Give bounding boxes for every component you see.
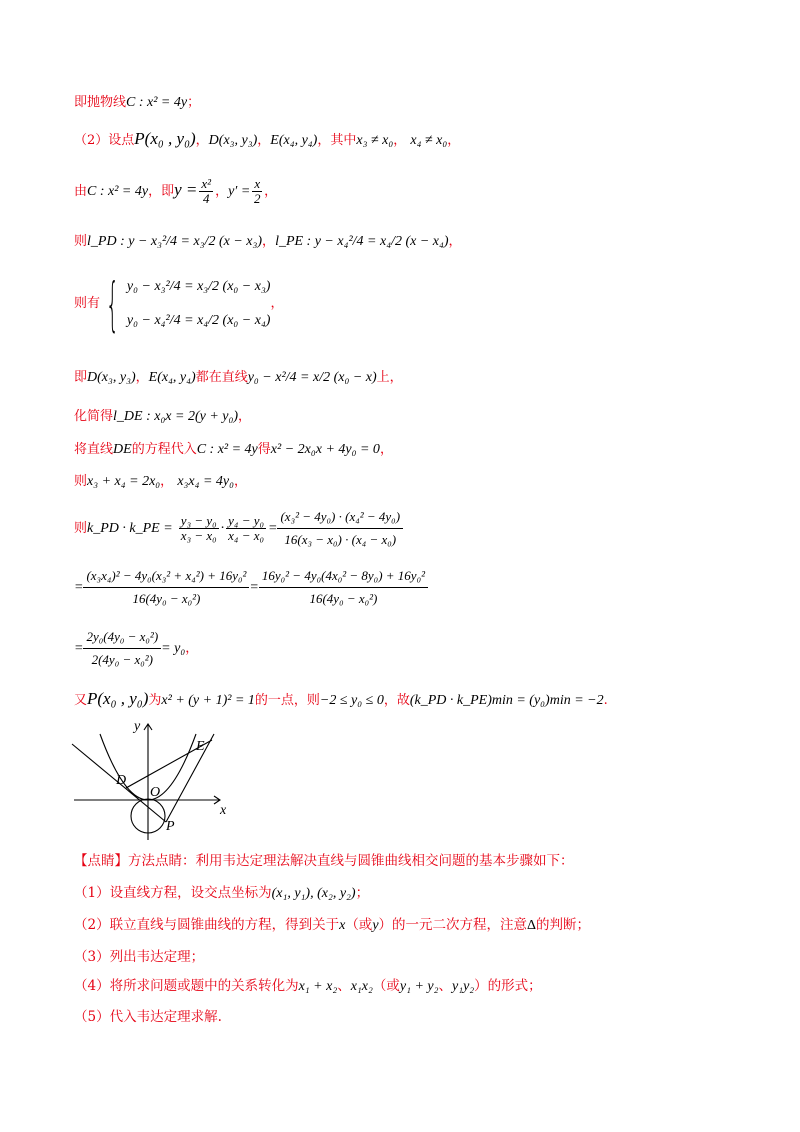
text: 的方程代入	[131, 442, 197, 457]
text: （或	[372, 978, 400, 994]
text: ）的一元二次方程，注意	[378, 917, 528, 933]
text: ，其中	[317, 133, 357, 148]
solution-line-1	[74, 94, 200, 112]
text: ，	[195, 133, 209, 148]
numerator: 16y₀² − 4y₀(4x₀² − 8y₀) + 16y₀²	[259, 565, 428, 588]
equation: D(x₃, y₃)	[87, 370, 136, 385]
solution-line-12	[74, 624, 198, 674]
text: 由	[74, 184, 88, 199]
fraction	[179, 514, 219, 543]
text: （或	[345, 917, 373, 933]
text: 的判断；	[536, 917, 591, 933]
solution-line-4	[74, 224, 462, 260]
equation: x	[339, 918, 346, 933]
fraction	[259, 565, 428, 610]
denominator: x₃ − x₀	[180, 528, 217, 543]
label-o: O	[150, 785, 161, 800]
label-d: D	[116, 773, 127, 788]
text: 又	[74, 693, 88, 708]
equation: E(x₄, y₄)	[148, 370, 196, 385]
fraction	[226, 514, 266, 543]
solution-line-8	[74, 441, 393, 459]
numerator: y₄ − y₀	[228, 513, 265, 528]
equation: y₀ − x²/4 = x/2 (x₀ − x)	[247, 370, 377, 385]
numerator: x²	[201, 176, 212, 191]
equation: P(x₀ , y₀)	[134, 129, 196, 148]
solution-line-6	[74, 360, 403, 396]
text: 则	[74, 474, 88, 489]
text: 、	[438, 978, 452, 994]
text: 即抛物线	[74, 95, 127, 110]
equation: C : x² = 4y	[126, 95, 188, 110]
denominator: 16(x₃ − x₀) · (x₄ − x₀)	[284, 532, 397, 547]
text: （4）将所求问题或题中的关系转化为	[74, 978, 299, 994]
text: ，	[447, 133, 461, 148]
text: 得	[257, 442, 271, 457]
text: （2）联立直线与圆锥曲线的方程，得到关于	[74, 917, 340, 933]
brace-icon: {	[106, 269, 119, 338]
numerator: (x₃² − 4y₀) · (x₄² − 4y₀)	[277, 506, 403, 529]
equation: DE	[113, 442, 132, 457]
equation: k_PD · k_PE =	[87, 521, 173, 536]
note-step-3	[74, 948, 204, 966]
equation: y₁ + y₂	[399, 979, 439, 994]
text: 则	[74, 521, 88, 536]
text: （2）设点	[74, 133, 135, 148]
equation: y₁y₂	[451, 979, 475, 994]
denominator: 2(4y₀ − x₀²)	[91, 652, 154, 667]
operator: ·	[220, 521, 225, 536]
text: ，	[185, 641, 199, 656]
solution-line-10	[74, 505, 403, 553]
label-e: E	[196, 739, 205, 754]
text: ，	[379, 442, 393, 457]
numerator: y₃ − y₀	[180, 513, 217, 528]
text: ，	[215, 184, 229, 199]
text: 为	[148, 693, 162, 708]
text: 则	[74, 234, 88, 249]
note-bracket: 【点睛】	[74, 853, 128, 869]
fraction	[277, 506, 403, 551]
text: 则有	[74, 296, 101, 311]
label-p: P	[166, 819, 175, 834]
equation: l_DE : x₀x = 2(y + y₀)	[113, 409, 239, 424]
solution-line-11	[74, 563, 428, 613]
equation: D(x₃, y₃)	[208, 133, 258, 148]
text: 都在直线	[195, 370, 248, 385]
text: （3）列出韦达定理；	[74, 949, 205, 965]
text: ，	[262, 234, 276, 249]
denominator: 16(4y₀ − x₀²)	[309, 591, 378, 606]
equation: l_PE : y − x₄²/4 = x₄/2 (x − x₄)	[275, 234, 449, 249]
equation: x₄ ≠ x₀	[410, 133, 448, 148]
text: ，	[257, 133, 271, 148]
text: 即	[74, 370, 88, 385]
operator: =	[74, 641, 84, 656]
operator: =	[74, 580, 84, 595]
note-title	[74, 852, 574, 870]
text: 上，	[376, 370, 403, 385]
text: ，故	[383, 693, 410, 708]
equation-system	[127, 270, 271, 338]
label-x: x	[220, 803, 227, 818]
text: ，	[264, 184, 278, 199]
text: ，	[448, 234, 462, 249]
equation: l_PD : y − x₃²/4 = x₃/2 (x − x₃)	[87, 234, 263, 249]
solution-line-5	[74, 268, 284, 340]
text: ）的形式；	[474, 978, 542, 994]
text: 、	[337, 978, 351, 994]
equation-row: y₀ − x₄²/4 = x₄/2 (x₀ − x₄)	[126, 312, 271, 328]
fraction	[83, 626, 161, 671]
text: ，	[135, 370, 149, 385]
denominator: 16(4y₀ − x₀²)	[132, 591, 201, 606]
note-title-text: 方法点睛：利用韦达定理法解决直线与圆锥曲线相交问题的基本步骤如下：	[128, 853, 574, 869]
text: （5）代入韦达定理求解.	[74, 1009, 222, 1025]
tangent-line-pe	[166, 734, 214, 822]
note-step-2	[74, 916, 590, 935]
equation: −2 ≤ y₀ ≤ 0	[319, 693, 384, 708]
numerator: (x₃x₄)² − 4y₀(x₃² + x₄²) + 16y₀²	[83, 565, 249, 588]
text: ；	[355, 885, 370, 901]
solution-line-7	[74, 408, 251, 426]
text: ；	[187, 95, 201, 110]
note-step-4	[74, 977, 542, 996]
text: ，即	[148, 184, 175, 199]
equation: x² + (y + 1)² = 1	[161, 693, 255, 708]
denominator: 4	[202, 191, 210, 206]
equation: = y₀	[161, 641, 186, 656]
text: （1）设直线方程，设交点坐标为	[74, 885, 272, 901]
note-step-1	[74, 884, 369, 903]
text: 将直线	[74, 442, 114, 457]
equation: y′ =	[228, 184, 251, 199]
text: ，	[393, 133, 407, 148]
equation: x² − 2x₀x + 4y₀ = 0	[270, 442, 380, 457]
operator: =	[249, 580, 259, 595]
text: 化简得	[74, 409, 114, 424]
equation: x₁x₂	[350, 979, 373, 994]
fraction	[252, 177, 262, 206]
text: ，	[234, 474, 248, 489]
solution-line-9	[74, 473, 247, 491]
equation: y	[372, 918, 379, 933]
text: ，	[238, 409, 252, 424]
solution-line-3	[74, 172, 277, 208]
note-step-5	[74, 1008, 222, 1026]
label-y: y	[134, 719, 141, 734]
text: 的一点，则	[254, 693, 320, 708]
text: ，	[160, 474, 174, 489]
equation: E(x₄, y₄)	[270, 133, 318, 148]
equation: P(x₀ , y₀)	[87, 689, 149, 708]
fraction	[199, 177, 213, 206]
equation: C : x² = 4y	[87, 184, 149, 199]
operator: =	[268, 521, 278, 536]
denominator: x₄ − x₀	[228, 528, 265, 543]
equation: (x₁, y₁), (x₂, y₂)	[271, 886, 356, 901]
equation: (k_PD · k_PE)min = (y₀)min = −2	[409, 693, 604, 708]
equation: x₃ ≠ x₀	[356, 133, 394, 148]
text: ，	[270, 296, 284, 311]
solution-line-13	[74, 690, 608, 710]
numerator: 2y₀(4y₀ − x₀²)	[83, 626, 161, 649]
numerator: x	[254, 176, 261, 191]
fraction	[83, 565, 249, 610]
parabola-tangent-figure	[70, 716, 240, 842]
equation: x₃ + x₄ = 2x₀	[87, 474, 161, 489]
denominator: 2	[253, 191, 261, 206]
solution-line-2	[74, 130, 460, 150]
equation: C : x² = 4y	[196, 442, 258, 457]
equation-row: y₀ − x₃²/4 = x₃/2 (x₀ − x₃)	[126, 278, 271, 294]
text: .	[603, 693, 608, 708]
equation: Δ	[527, 918, 537, 933]
equation: x₁ + x₂	[298, 979, 338, 994]
equation: x₃x₄ = 4y₀	[177, 474, 235, 489]
equation: y =	[174, 180, 198, 199]
